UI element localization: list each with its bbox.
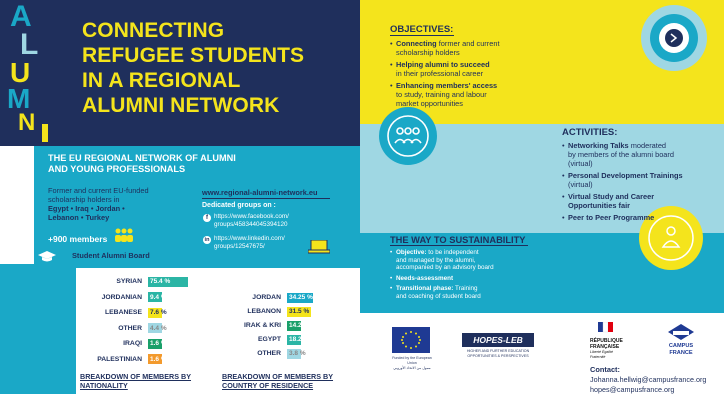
contact-email-2[interactable]: hopes@campusfrance.org [590,385,675,394]
hopes-logo: HOPES-LEB [462,333,534,347]
list-item: • Connecting former and current scholarship holders [390,39,540,57]
bar-row [116,276,188,287]
website-underline [202,198,330,199]
bar-row [97,354,167,365]
tick-label: SYRIAN [116,278,142,285]
list-item: • Personal Development Trainings (virtual) [562,171,722,189]
list-item: • Needs-assessment [390,275,550,283]
list-item: • Objective: to be independent and managed by the alumni, accompanied by an advisory board [390,249,550,272]
bar [148,292,167,302]
list-item: • Helping alumni to succeed in their professional career [390,60,540,78]
laptop-icon [308,240,330,259]
list-item: • Networking Talks moderated by members of the alumni board (virtual) [562,141,722,168]
tick-label: LEBANON [247,308,281,315]
tick-label: IRAK & KRI [243,322,281,329]
republique-francaise-logo [590,322,622,338]
facebook-icon: f [203,214,211,222]
data-label: 18.25 % [289,336,313,343]
activities-list [562,141,722,225]
data-label: 7.6 % [150,309,167,316]
eu-flag-logo [392,327,430,353]
data-label: 1.6 % [150,355,167,363]
target-icon [640,4,708,77]
group-icon [378,106,438,171]
hopes-caption: HIGHER AND FURTHER EDUCATION OPPORTUNITIES & PERSPECTIVES [466,349,530,358]
tick-label: EGYPT [257,336,281,343]
nationality-chart [97,276,218,366]
bar-row [257,348,306,359]
svg-text:N: N [18,109,36,136]
tick-label: OTHER [118,324,142,332]
data-label: 4.4 % [150,324,167,332]
bar [148,277,188,287]
student-board-label: Student Alumni Board [72,251,150,260]
network-heading: THE EU REGIONAL NETWORK OF ALUMNI AND YOUNG PROFESSIONALS [48,153,236,174]
eu-caption: Funded by the European Union ممول من الاتحاد الأوروبي [392,356,432,370]
members-count: +900 members [48,234,108,244]
nationality-chart-title: BREAKDOWN OF MEMBERS BY NATIONALITY [80,372,192,390]
tick-label: IRAQI [123,340,142,347]
network-description: Former and current EU-funded scholarship holders in Egypt • Iraq • Jordan • Lebanon • Turkey [48,186,149,222]
website-link[interactable]: www.regional-alumni-network.eu [202,188,318,197]
bar [148,323,167,333]
sustainability-list [390,249,550,303]
sustainability-heading: THE WAY TO SUSTAINABILITY [390,235,526,245]
sustainability-underline [390,245,528,246]
residence-chart [243,292,357,364]
contact-email-1[interactable]: Johanna.hellwig@campusfrance.org [590,375,707,384]
tick-label: PALESTINIAN [97,355,142,363]
people-icon [113,227,135,248]
tick-label: LEBANESE [104,309,142,316]
data-label: 31.5 % [289,308,310,315]
bar [148,308,167,318]
data-label: 1.6 % [150,340,167,347]
facebook-link[interactable]: https://www.facebook.com/ groups/458344045394120 [214,213,289,228]
groups-label: Dedicated groups on : [202,202,276,209]
bar [148,354,167,364]
list-item: • Peer to Peer Programme [562,213,722,222]
bar [287,307,311,317]
bar-row [123,338,167,349]
tick-label: JORDANIAN [101,293,142,301]
linkedin-icon: in [204,237,210,243]
objectives-underline [390,35,454,36]
data-label: 14.20 % [289,322,313,329]
bar-row [104,307,167,318]
bar [287,335,313,345]
campus-france-text: CAMPUS FRANCE [668,343,694,356]
alumni-logo [4,2,59,144]
svg-text:A: A [10,2,32,33]
tick-label: OTHER [257,350,281,357]
list-item: • Transitional phase: Training and coaching of student board [390,285,550,300]
svg-text:U: U [10,57,31,88]
activities-heading: ACTIVITIES: [562,127,618,138]
data-label: 9.4 % [150,293,167,301]
page-title: CONNECTING REFUGEE STUDENTS IN A REGIONAL ALUMNI NETWORK [82,19,305,117]
bar [287,321,313,331]
bar-row [101,292,167,303]
bar [148,339,167,349]
tick-label: JORDAN [252,294,281,301]
data-label: 75.4 % [150,278,171,285]
bar-row [252,292,313,303]
bar-row [247,306,311,317]
svg-text:L: L [20,28,39,61]
residence-chart-title: BREAKDOWN OF MEMBERS BY COUNTRY OF RESIDENCE [222,372,334,390]
bar-row [257,334,313,345]
objectives-list [390,39,540,111]
contact-heading: Contact: [590,365,620,374]
linkedin-link[interactable]: https://www.linkedin.com/ groups/12547675/ [214,235,285,250]
bar-row [118,323,167,334]
list-item: • Enhancing members' access to study, training and labour market opportunities [390,81,540,108]
bar [287,349,306,359]
objectives-heading: OBJECTIVES: [390,24,454,35]
campus-france-logo [664,322,698,342]
bar-row [243,320,313,331]
list-item: • Virtual Study and Career Opportunities fair [562,192,722,210]
bar [287,293,313,303]
data-label: 34.25 % [289,294,313,301]
republique-francaise-text: RÉPUBLIQUE FRANÇAISE Liberté Égalité Fraternité [590,338,623,359]
svg-text:M: M [7,83,31,114]
data-label: 3.8 % [289,350,306,357]
